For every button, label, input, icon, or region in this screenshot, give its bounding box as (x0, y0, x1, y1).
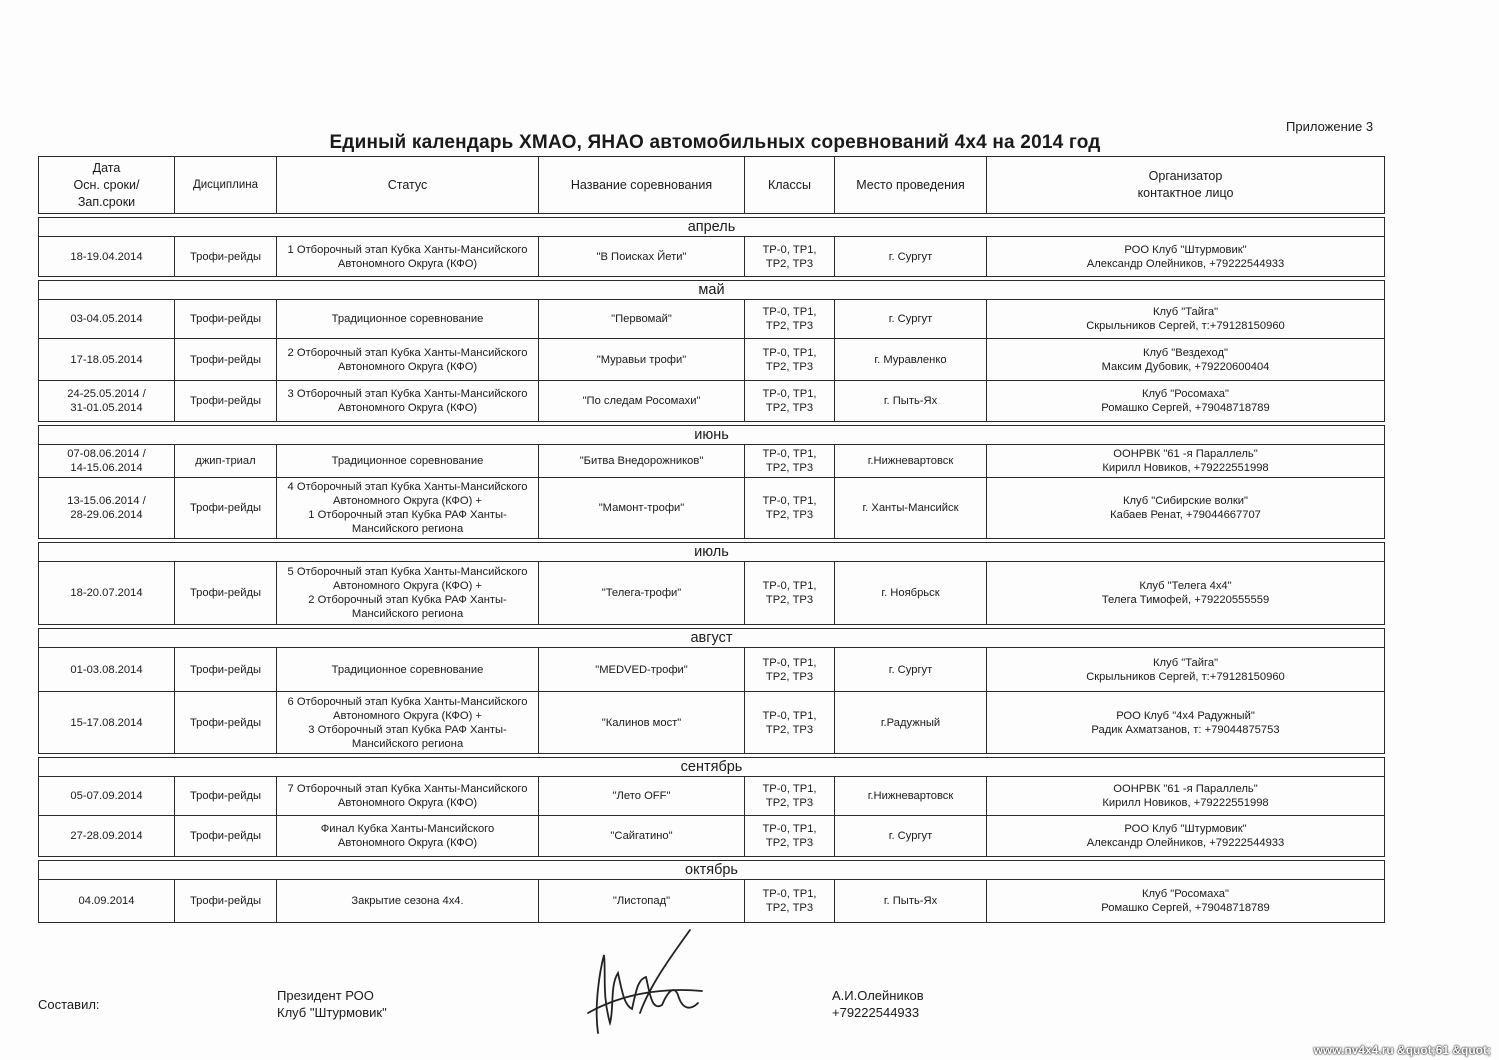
month-row (39, 281, 1385, 300)
classes-line: ТР-0, ТР1, (762, 783, 817, 795)
organizer-cell (987, 816, 1385, 857)
organizer-contact: Кирилл Новиков, +79222551998 (1102, 462, 1269, 474)
organizer-name: РОО Клуб "Штурмовик" (1124, 243, 1247, 256)
discipline-cell: Трофи-рейды (175, 381, 277, 422)
discipline-cell: Трофи-рейды (175, 692, 277, 754)
classes-cell (745, 816, 835, 857)
signatory-position (277, 987, 387, 1021)
date-main: 17-18.05.2014 (70, 353, 143, 366)
status-cell (277, 445, 539, 478)
organizer-contact: Ромашко Сергей, +79048718789 (1101, 402, 1270, 414)
status-cell (277, 381, 539, 422)
place-cell: г. Сургут (835, 300, 987, 339)
date-cell (39, 478, 175, 539)
organizer-contact: Ромашко Сергей, +79048718789 (1101, 902, 1270, 914)
month-row (39, 629, 1385, 648)
organizer-cell (987, 237, 1385, 277)
date-main: 03-04.05.2014 (70, 313, 143, 325)
status-line: Автономного Округа (КФО) (337, 257, 478, 270)
month-label: апрель (39, 218, 1385, 237)
discipline-cell: Трофи-рейды (175, 777, 277, 816)
table-row (39, 777, 1385, 816)
classes-line: ТР-0, ТР1, (762, 448, 817, 460)
name-cell: "Телега-трофи" (539, 562, 745, 625)
status-line: Автономного Округа (КФО) (337, 360, 478, 373)
discipline-cell: Трофи-рейды (175, 648, 277, 692)
discipline-cell: Трофи-рейды (175, 478, 277, 539)
status-cell (277, 816, 539, 857)
date-cell (39, 880, 175, 923)
discipline-cell: Трофи-рейды (175, 880, 277, 923)
organizer-name: Клуб "Тайга" (1152, 306, 1219, 318)
organizer-cell (987, 381, 1385, 422)
place-cell: г.Радужный (835, 692, 987, 754)
discipline-cell: Трофи-рейды (175, 300, 277, 339)
classes-cell (745, 880, 835, 923)
organizer-contact: Кирилл Новиков, +79222551998 (1102, 797, 1269, 809)
table-row (39, 648, 1385, 692)
organizer-cell (987, 300, 1385, 339)
name-cell: "Листопад" (539, 880, 745, 923)
status-line: 2 Отборочный этап Кубка Ханты-Мансийского (287, 346, 528, 359)
classes-line: ТР2, ТР3 (765, 402, 814, 414)
date-main: 15-17.08.2014 (70, 716, 143, 729)
signatory-name: А.И.Олейников (832, 988, 924, 1003)
header-name: Название соревнования (539, 157, 745, 214)
discipline-cell: Трофи-рейды (175, 562, 277, 625)
name-cell: "Мамонт-трофи" (539, 478, 745, 539)
organizer-name: Клуб "Тайга" (1152, 656, 1219, 669)
table-row (39, 692, 1385, 754)
signatory (832, 987, 924, 1021)
header-organizer (987, 157, 1385, 214)
table-row (39, 880, 1385, 923)
month-row (39, 218, 1385, 237)
month-row (39, 861, 1385, 880)
place-cell: г. Муравленко (835, 339, 987, 381)
classes-cell (745, 339, 835, 381)
organizer-name: Клуб "Росомаха" (1142, 388, 1229, 400)
organizer-name: РОО Клуб "Штурмовик" (1124, 823, 1247, 835)
place-cell: г.Нижневартовск (835, 445, 987, 478)
classes-line: ТР-0, ТР1, (762, 580, 817, 592)
status-line: 5 Отборочный этап Кубка Ханты-Мансийского (287, 566, 528, 578)
organizer-name: Клуб "Сибирские волки" (1123, 495, 1248, 507)
name-cell: "Первомай" (539, 300, 745, 339)
watermark: www.nv4x4.ru &quot;61 &quot; (1313, 1043, 1491, 1057)
classes-cell (745, 445, 835, 478)
place-cell: г.Нижневартовск (835, 777, 987, 816)
status-line: 1 Отборочный этап Кубка РАФ Ханты- (308, 509, 507, 521)
month-label: август (39, 629, 1385, 648)
place-cell: г. Ханты-Мансийск (835, 478, 987, 539)
classes-line: ТР2, ТР3 (765, 509, 814, 521)
date-main: 05-07.09.2014 (70, 790, 143, 802)
position-line2: Клуб "Штурмовик" (277, 1005, 387, 1020)
classes-line: ТР2, ТР3 (765, 594, 814, 606)
place-cell: г. Пыть-Ях (835, 381, 987, 422)
status-line: Автономного Округа (КФО) (337, 402, 478, 414)
organizer-cell (987, 880, 1385, 923)
organizer-contact: Александр Олейников, +79222544933 (1086, 257, 1285, 270)
status-line: Автономного Округа (КФО) (337, 837, 478, 849)
organizer-cell (987, 692, 1385, 754)
organizer-cell (987, 339, 1385, 381)
status-line: 2 Отборочный этап Кубка РАФ Ханты- (308, 594, 507, 606)
status-cell (277, 339, 539, 381)
header-date-line3: Зап.сроки (77, 194, 136, 209)
status-cell (277, 880, 539, 923)
status-line: Финал Кубка Ханты-Мансийского (320, 823, 495, 835)
position-line1: Президент РОО (277, 988, 374, 1003)
month-row (39, 543, 1385, 562)
classes-line: ТР-0, ТР1, (762, 495, 817, 507)
header-date-line1: Дата (92, 160, 121, 175)
organizer-cell (987, 648, 1385, 692)
status-line: Традиционное соревнование (331, 455, 484, 467)
name-cell: "По следам Росомахи" (539, 381, 745, 422)
status-line: Закрытие сезона 4х4. (351, 895, 464, 907)
calendar-body (39, 214, 1385, 923)
date-reserve: 31-01.05.2014 (70, 402, 143, 414)
date-reserve: 28-29.06.2014 (70, 509, 143, 521)
signature-image (580, 925, 720, 1040)
status-line: Традиционное соревнование (331, 663, 484, 676)
classes-line: ТР-0, ТР1, (762, 823, 817, 835)
date-cell (39, 381, 175, 422)
discipline-cell: Трофи-рейды (175, 237, 277, 277)
organizer-contact: Кабаев Ренат, +79044667707 (1110, 509, 1261, 521)
name-cell: "В Поисках Йети" (539, 237, 745, 277)
header-classes: Классы (745, 157, 835, 214)
classes-cell (745, 692, 835, 754)
classes-line: ТР2, ТР3 (765, 797, 814, 809)
organizer-name: ООНРВК "61 -я Параллель" (1113, 448, 1258, 460)
date-cell (39, 692, 175, 754)
date-main: 24-25.05.2014 / (67, 388, 146, 400)
status-line: Мансийского региона (351, 523, 464, 535)
month-label: май (39, 281, 1385, 300)
classes-line: ТР2, ТР3 (765, 462, 814, 474)
calendar-table (38, 156, 1385, 923)
classes-line: ТР2, ТР3 (765, 837, 814, 849)
organizer-contact: Александр Олейников, +79222544933 (1086, 837, 1285, 849)
date-cell (39, 300, 175, 339)
status-line: Мансийского региона (351, 608, 464, 620)
status-line: Мансийского региона (351, 737, 464, 750)
date-main: 01-03.08.2014 (70, 663, 143, 676)
classes-cell (745, 478, 835, 539)
month-label: июль (39, 543, 1385, 562)
date-cell (39, 562, 175, 625)
name-cell: "Калинов мост" (539, 692, 745, 754)
date-main: 13-15.06.2014 / (67, 495, 146, 507)
header-status: Статус (277, 157, 539, 214)
appendix-label: Приложение 3 (1286, 119, 1374, 134)
name-cell: "Сайгатино" (539, 816, 745, 857)
place-cell: г. Пыть-Ях (835, 880, 987, 923)
table-row (39, 381, 1385, 422)
classes-cell (745, 562, 835, 625)
status-line: 6 Отборочный этап Кубка Ханты-Мансийского (287, 695, 528, 708)
header-place: Место проведения (835, 157, 987, 214)
status-cell (277, 237, 539, 277)
date-cell (39, 445, 175, 478)
date-cell (39, 816, 175, 857)
status-cell (277, 692, 539, 754)
classes-line: ТР2, ТР3 (765, 723, 814, 736)
discipline-cell: джип-триал (175, 445, 277, 478)
page-title: Единый календарь ХМАО, ЯНАО автомобильных соревнований 4х4 на 2014 год (329, 132, 1101, 153)
organizer-contact: Телега Тимофей, +79220555559 (1101, 594, 1270, 606)
date-main: 04.09.2014 (78, 895, 135, 907)
organizer-name: ООНРВК "61 -я Параллель" (1113, 783, 1258, 795)
compiled-by-label: Составил: (38, 997, 100, 1012)
table-row (39, 478, 1385, 539)
organizer-contact: Радик Ахматзанов, т: +79044875753 (1091, 723, 1280, 736)
header-date (39, 157, 175, 214)
status-cell (277, 777, 539, 816)
status-line: Традиционное соревнование (331, 313, 484, 325)
month-label: июнь (39, 426, 1385, 445)
table-row (39, 445, 1385, 478)
header-date-line2: Осн. сроки/ (73, 177, 140, 192)
classes-line: ТР-0, ТР1, (762, 243, 817, 256)
month-label: октябрь (39, 861, 1385, 880)
classes-line: ТР2, ТР3 (765, 360, 814, 373)
organizer-name: Клуб "Телега 4х4" (1139, 580, 1232, 592)
organizer-name: Клуб "Вездеход" (1142, 346, 1229, 359)
classes-cell (745, 381, 835, 422)
organizer-cell (987, 777, 1385, 816)
date-cell (39, 237, 175, 277)
status-line: Автономного Округа (КФО) (337, 797, 478, 809)
header-organizer-line2: контактное лицо (1137, 186, 1234, 200)
table-row (39, 339, 1385, 381)
classes-line: ТР-0, ТР1, (762, 656, 817, 669)
status-line: 1 Отборочный этап Кубка Ханты-Мансийского (287, 243, 528, 256)
place-cell: г. Ноябрьск (835, 562, 987, 625)
signatory-phone: +79222544933 (832, 1005, 920, 1020)
date-cell (39, 648, 175, 692)
classes-line: ТР2, ТР3 (765, 257, 814, 270)
organizer-contact: Скрыльников Сергей, т:+79128150960 (1086, 320, 1285, 332)
classes-line: ТР-0, ТР1, (762, 888, 817, 900)
date-cell (39, 777, 175, 816)
status-line: 7 Отборочный этап Кубка Ханты-Мансийского (287, 783, 528, 795)
table-row (39, 237, 1385, 277)
organizer-name: РОО Клуб "4х4 Радужный" (1116, 709, 1255, 722)
date-cell (39, 339, 175, 381)
place-cell: г. Сургут (835, 816, 987, 857)
classes-cell (745, 237, 835, 277)
name-cell: "Муравьи трофи" (539, 339, 745, 381)
name-cell: "MEDVED-трофи" (539, 648, 745, 692)
status-cell (277, 478, 539, 539)
name-cell: "Лето OFF" (539, 777, 745, 816)
organizer-contact: Скрыльников Сергей, т:+79128150960 (1086, 670, 1285, 683)
classes-line: ТР-0, ТР1, (762, 709, 817, 722)
date-main: 27-28.09.2014 (70, 830, 143, 842)
classes-cell (745, 777, 835, 816)
classes-line: ТР-0, ТР1, (762, 388, 817, 400)
status-line: Автономного Округа (КФО) + (333, 495, 482, 507)
status-line: 3 Отборочный этап Кубка Ханты-Мансийского (287, 388, 528, 400)
discipline-cell: Трофи-рейды (175, 339, 277, 381)
name-cell: "Битва Внедорожников" (539, 445, 745, 478)
place-cell: г. Сургут (835, 237, 987, 277)
date-main: 07-08.06.2014 / (67, 448, 146, 460)
month-row (39, 758, 1385, 777)
classes-cell (745, 300, 835, 339)
header-row (39, 157, 1385, 214)
status-line: Автономного Округа (КФО) + (333, 580, 482, 592)
place-cell: г. Сургут (835, 648, 987, 692)
table-row (39, 816, 1385, 857)
classes-cell (745, 648, 835, 692)
classes-line: ТР2, ТР3 (765, 670, 814, 683)
organizer-cell (987, 478, 1385, 539)
status-cell (277, 562, 539, 625)
header-discipline: Дисциплина (175, 157, 277, 214)
date-reserve: 14-15.06.2014 (70, 462, 143, 474)
classes-line: ТР2, ТР3 (765, 902, 814, 914)
status-cell (277, 300, 539, 339)
status-line: Автономного Округа (КФО) + (333, 709, 482, 722)
organizer-name: Клуб "Росомаха" (1142, 888, 1229, 900)
table-row (39, 300, 1385, 339)
header-organizer-line1: Организатор (1148, 169, 1223, 183)
classes-line: ТР2, ТР3 (765, 320, 814, 332)
organizer-cell (987, 445, 1385, 478)
date-main: 18-19.04.2014 (70, 250, 143, 263)
status-line: 3 Отборочный этап Кубка РАФ Ханты- (308, 723, 507, 736)
date-main: 18-20.07.2014 (70, 587, 143, 599)
month-label: сентябрь (39, 758, 1385, 777)
table-row (39, 562, 1385, 625)
classes-line: ТР-0, ТР1, (762, 306, 817, 318)
status-cell (277, 648, 539, 692)
month-row (39, 426, 1385, 445)
status-line: 4 Отборочный этап Кубка Ханты-Мансийского (287, 481, 528, 493)
classes-line: ТР-0, ТР1, (762, 346, 817, 359)
organizer-contact: Максим Дубовик, +79220600404 (1101, 360, 1270, 373)
discipline-cell: Трофи-рейды (175, 816, 277, 857)
organizer-cell (987, 562, 1385, 625)
